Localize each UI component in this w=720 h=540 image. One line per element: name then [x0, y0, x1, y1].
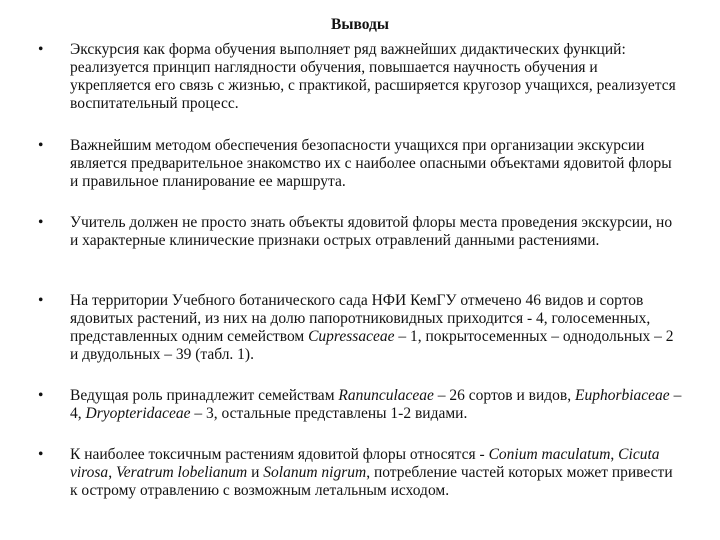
latin-name-text: Cicuta virosa — [70, 446, 660, 481]
bullet-text — [70, 137, 682, 191]
bullet-icon: • — [38, 137, 44, 154]
page-title: Выводы — [331, 16, 389, 33]
text-run: , — [610, 446, 619, 463]
latin-name-text: Ranunculaceae — [338, 387, 434, 404]
bullet-icon: • — [38, 446, 44, 463]
text-run: – 26 сортов и видов, — [433, 387, 575, 404]
text-run: Учитель должен не просто знать объекты ядовитой флоры места проведения экскурсии, но и характерные клинические признаки острых отравлений данными растениями. — [70, 214, 673, 249]
text-run: – 4, — [70, 387, 682, 422]
bullet-text — [70, 41, 682, 113]
text-run: К наиболее токсичным растениям ядовитой флоры относятся - — [70, 446, 489, 463]
text-run: – 1, покрытосеменных – однодольных – 2 и двудольных – 39 (табл. 1). — [70, 328, 674, 363]
bullet-text — [70, 292, 682, 364]
text-run: Ведущая роль принадлежит семействам — [70, 387, 339, 404]
bullet-icon: • — [38, 387, 44, 404]
bullet-icon: • — [38, 292, 44, 309]
latin-name-text: Dryopteridaceae — [85, 405, 191, 422]
text-run: , — [108, 464, 116, 481]
latin-name-text: Solanum nigrum — [263, 464, 367, 481]
latin-name-text: Cupressaceae — [308, 328, 395, 345]
bullet-text — [70, 214, 682, 250]
latin-name-text: Euphorbiaceae — [574, 387, 670, 404]
text-run: Важнейшим методом обеспечения безопасности учащихся при организации экскурсии является предварительное знакомство их с наиболее опасными объектами ядовитой флоры и правильное планирование ее маршрута. — [70, 137, 672, 190]
bullet-icon: • — [38, 41, 44, 58]
bullet-icon: • — [38, 214, 44, 231]
text-run: Экскурсия как форма обучения выполняет ряд важнейших дидактических функций: реализуется принцип наглядности обучения, повышается научность обучения и укрепляется его связь с жизнью, с практикой, расширяется кругозор учащихся, реализуется воспитательный процесс. — [70, 41, 676, 112]
bullet-text — [70, 446, 682, 500]
text-run: и — [247, 464, 264, 481]
latin-name-text: Conium maculatum — [488, 446, 611, 463]
text-run: На территории Учебного ботанического сада НФИ КемГУ отмечено 46 видов и сортов ядовитых растений, из них на долю папоротниковидных приходится - 4, голосеменных, представленных одним семейством — [70, 292, 651, 345]
latin-name-text: Veratrum lobelianum — [115, 464, 248, 481]
text-run: , потребление частей которых может привести к острому отравлению с возможным летальным исходом. — [70, 464, 673, 499]
bullet-text — [70, 387, 682, 423]
text-run: – 3, остальные представлены 1-2 видами. — [190, 405, 468, 422]
